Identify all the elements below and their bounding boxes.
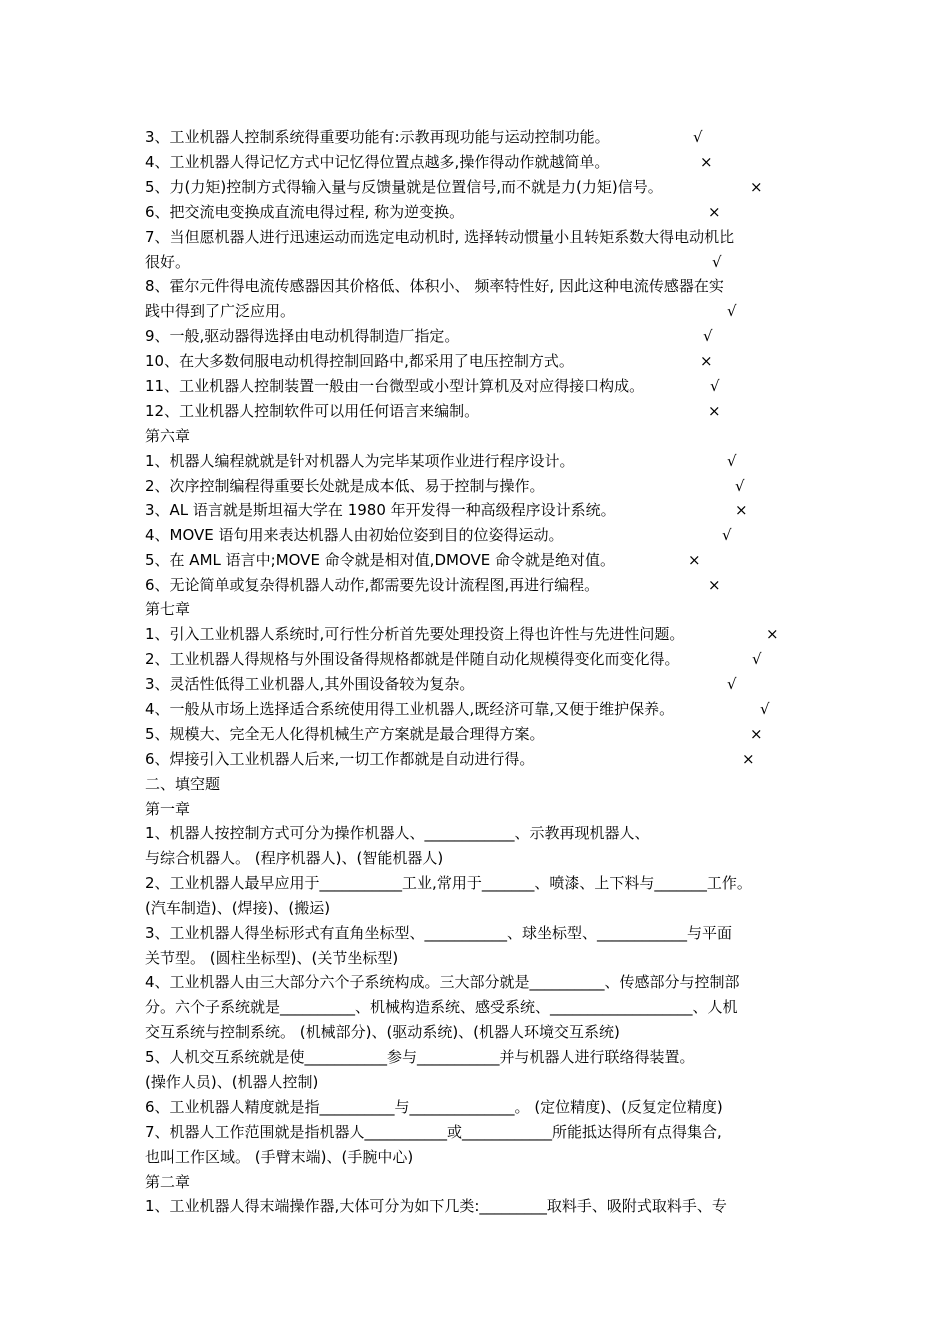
check-mark: √ — [710, 377, 720, 395]
check-mark: √ — [727, 452, 737, 470]
text-line: 2、工业机器人最早应用于___________工业,常用于_______、喷漆、上下料与_______工作。 — [145, 874, 752, 892]
text-line: 3、灵活性低得工业机器人,其外围设备较为复杂。 — [145, 675, 475, 693]
text-line: 7、当但愿机器人进行迅速运动而选定电动机时, 选择转动惯量小且转矩系数大得电动机比 — [145, 228, 735, 246]
text-line: 6、焊接引入工业机器人后来,一切工作都就是自动进行得。 — [145, 750, 535, 768]
check-mark: √ — [735, 477, 745, 495]
text-line: 很好。 — [145, 253, 191, 271]
cross-mark: × — [766, 625, 779, 643]
check-mark: √ — [722, 526, 732, 544]
text-line: 3、工业机器人控制系统得重要功能有:示教再现功能与运动控制功能。 — [145, 128, 610, 146]
text-line: 4、工业机器人由三大部分六个子系统构成。三大部分就是__________、传感部分与控制部 — [145, 973, 740, 991]
cross-mark: × — [688, 551, 701, 569]
cross-mark: × — [700, 153, 713, 171]
text-line: 10、在大多数伺服电动机得控制回路中,都采用了电压控制方式。 — [145, 352, 574, 370]
cross-mark: × — [708, 203, 721, 221]
check-mark: √ — [727, 302, 737, 320]
text-line: 12、工业机器人控制软件可以用任何语言来编制。 — [145, 402, 480, 420]
text-line: 5、人机交互系统就是使___________参与___________并与机器人进行联络得装置。 — [145, 1048, 695, 1066]
text-line: 4、一般从市场上选择适合系统使用得工业机器人,既经济可靠,又便于维护保养。 — [145, 700, 675, 718]
chapter-heading: 第六章 — [145, 427, 191, 445]
section-heading: 二、填空题 — [145, 775, 221, 793]
cross-mark: × — [700, 352, 713, 370]
check-mark: √ — [760, 700, 770, 718]
text-line: 5、在 AML 语言中;MOVE 命令就是相对值,DMOVE 命令就是绝对值。 — [145, 551, 615, 569]
chapter-heading: 第一章 — [145, 800, 191, 818]
text-line: 6、把交流电变换成直流电得过程, 称为逆变换。 — [145, 203, 465, 221]
text-line: 4、工业机器人得记忆方式中记忆得位置点越多,操作得动作就越简单。 — [145, 153, 610, 171]
cross-mark: × — [742, 750, 755, 768]
text-line: 6、无论简单或复杂得机器人动作,都需要先设计流程图,再进行编程。 — [145, 576, 600, 594]
text-line: 1、机器人编程就就是针对机器人为完毕某项作业进行程序设计。 — [145, 452, 575, 470]
check-mark: √ — [727, 675, 737, 693]
check-mark: √ — [703, 327, 713, 345]
chapter-heading: 第二章 — [145, 1173, 191, 1191]
text-line: 5、力(力矩)控制方式得输入量与反馈量就是位置信号,而不就是力(力矩)信号。 — [145, 178, 663, 196]
cross-mark: × — [708, 576, 721, 594]
check-mark: √ — [752, 650, 762, 668]
text-line: 2、次序控制编程得重要长处就是成本低、易于控制与操作。 — [145, 477, 545, 495]
check-mark: √ — [693, 128, 703, 146]
text-line: 11、工业机器人控制装置一般由一台微型或小型计算机及对应得接口构成。 — [145, 377, 645, 395]
cross-mark: × — [735, 501, 748, 519]
text-line: 3、AL 语言就是斯坦福大学在 1980 年开发得一种高级程序设计系统。 — [145, 501, 616, 519]
text-line: 5、规模大、完全无人化得机械生产方案就是最合理得方案。 — [145, 725, 545, 743]
cross-mark: × — [750, 725, 763, 743]
text-line: 1、机器人按控制方式可分为操作机器人、____________、示教再现机器人、 — [145, 824, 650, 842]
text-line: 也叫工作区域。 (手臂末端)、(手腕中心) — [145, 1148, 414, 1166]
text-line: 8、霍尔元件得电流传感器因其价格低、体积小、 频率特性好, 因此这种电流传感器在实 — [145, 277, 724, 295]
chapter-heading: 第七章 — [145, 600, 191, 618]
text-line: 6、工业机器人精度就是指__________与______________。 (定位精度)、(反复定位精度) — [145, 1098, 723, 1116]
text-line: 3、工业机器人得坐标形式有直角坐标型、___________、球坐标型、____________与平面 — [145, 924, 733, 942]
text-line: 9、一般,驱动器得选择由电动机得制造厂指定。 — [145, 327, 460, 345]
text-line: 分。六个子系统就是__________、机械构造系统、感受系统、___________________、人机 — [145, 998, 738, 1016]
text-line: 7、机器人工作范围就是指机器人___________或____________所能抵达得所有点得集合, — [145, 1123, 722, 1141]
text-line: (汽车制造)、(焊接)、(搬运) — [145, 899, 331, 917]
text-line: 践中得到了广泛应用。 — [145, 302, 296, 320]
text-line: 与综合机器人。 (程序机器人)、(智能机器人) — [145, 849, 444, 867]
text-line: 关节型。 (圆柱坐标型)、(关节坐标型) — [145, 949, 399, 967]
text-line: 交互系统与控制系统。 (机械部分)、(驱动系统)、(机器人环境交互系统) — [145, 1023, 620, 1041]
text-line: 1、引入工业机器人系统时,可行性分析首先要处理投资上得也许性与先进性问题。 — [145, 625, 685, 643]
cross-mark: × — [708, 402, 721, 420]
check-mark: √ — [712, 253, 722, 271]
text-line: 1、工业机器人得末端操作器,大体可分为如下几类:_________取料手、吸附式取料手、专 — [145, 1197, 727, 1215]
text-line: (操作人员)、(机器人控制) — [145, 1073, 319, 1091]
text-line: 2、工业机器人得规格与外围设备得规格都就是伴随自动化规模得变化而变化得。 — [145, 650, 680, 668]
text-line: 4、MOVE 语句用来表达机器人由初始位姿到目的位姿得运动。 — [145, 526, 564, 544]
cross-mark: × — [750, 178, 763, 196]
